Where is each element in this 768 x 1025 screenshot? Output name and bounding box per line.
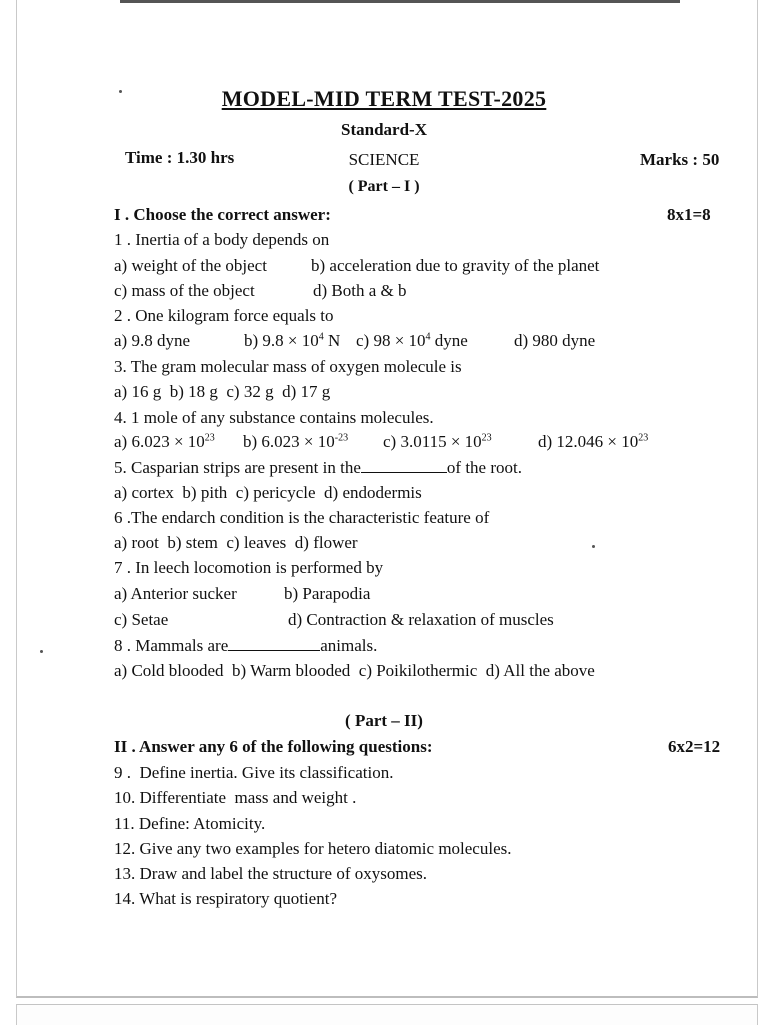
- question-5: 5. Casparian strips are present in the of the root.: [114, 458, 522, 477]
- time-label: Time : 1.30 hrs: [125, 148, 235, 167]
- marks-label: Marks : 50: [640, 150, 720, 169]
- q7-option-b: b) Parapodia: [284, 584, 371, 603]
- q1-option-d: d) Both a & b: [313, 281, 407, 300]
- q5-options: a) cortex b) pith c) pericycle d) endodermis: [114, 483, 422, 502]
- page-title: MODEL-MID TERM TEST-2025: [221, 86, 547, 111]
- question-9: 9 . Define inertia. Give its classification.: [114, 763, 394, 782]
- part2-marks: 6x2=12: [668, 737, 721, 756]
- q2-option-b: b) $9.8 \times 10^4$ N: [244, 331, 341, 350]
- fill-in-blank: [361, 471, 447, 473]
- q8-options: a) Cold blooded b) Warm blooded c) Poikilothermic d) All the above: [114, 661, 595, 680]
- q2-option-c: c) $98 \times 10^4$ dyne: [356, 331, 468, 350]
- q6-options: a) root b) stem c) leaves d) flower: [114, 533, 358, 552]
- q7-option-c: c) Setae: [114, 610, 169, 629]
- part1-section-instruction: I . Choose the correct answer:: [114, 205, 331, 224]
- question-3: 3. The gram molecular mass of oxygen molecule is: [114, 357, 462, 376]
- q4-option-c: c) $3.0115 \times 10^{23}$: [383, 432, 492, 451]
- question-7: 7 . In leech locomotion is performed by: [114, 558, 384, 577]
- q4-option-b: b) $6.023 \times 10^{-23}$: [243, 432, 349, 451]
- question-4: 4. 1 mole of any substance contains molecules.: [114, 408, 434, 427]
- question-10: 10. Differentiate mass and weight .: [114, 788, 357, 807]
- fill-in-blank: [228, 649, 320, 651]
- q2-option-d: d) 980 dyne: [514, 331, 596, 350]
- question-2: 2 . One kilogram force equals to: [114, 306, 334, 325]
- question-1: 1 . Inertia of a body depends on: [114, 230, 330, 249]
- q7-option-d: d) Contraction & relaxation of muscles: [288, 610, 554, 629]
- q4-option-d: d) $12.046 \times 10^{23}$: [538, 432, 649, 451]
- speck: [592, 545, 595, 548]
- question-14: 14. What is respiratory quotient?: [114, 889, 337, 908]
- part1-marks: 8x1=8: [667, 205, 711, 224]
- question-6: 6 .The endarch condition is the characteristic feature of: [114, 508, 490, 527]
- part2-heading: ( Part – II): [345, 711, 423, 730]
- q1-option-c: c) mass of the object: [114, 281, 255, 300]
- q2-option-a: a) 9.8 dyne: [114, 331, 191, 350]
- top-border-line: [120, 0, 680, 3]
- standard-label: Standard-X: [341, 120, 427, 139]
- part1-heading: ( Part – I ): [348, 178, 420, 195]
- question-8: 8 . Mammals are animals.: [114, 636, 378, 655]
- speck: [40, 650, 43, 653]
- question-12: 12. Give any two examples for hetero diatomic molecules.: [114, 839, 512, 858]
- question-11: 11. Define: Atomicity.: [114, 814, 266, 833]
- part2-section-instruction: II . Answer any 6 of the following questions:: [114, 737, 433, 756]
- question-13: 13. Draw and label the structure of oxysomes.: [114, 864, 427, 883]
- q3-options: a) 16 g b) 18 g c) 32 g d) 17 g: [114, 382, 331, 401]
- q7-option-a: a) Anterior sucker: [114, 584, 237, 603]
- q4-option-a: a) $6.023 \times 10^{23}$: [114, 432, 215, 451]
- q1-option-a: a) weight of the object: [114, 256, 267, 275]
- q1-option-b: b) acceleration due to gravity of the planet: [311, 256, 600, 275]
- subject-label: SCIENCE: [348, 150, 420, 169]
- next-page-edge: [16, 1004, 758, 1025]
